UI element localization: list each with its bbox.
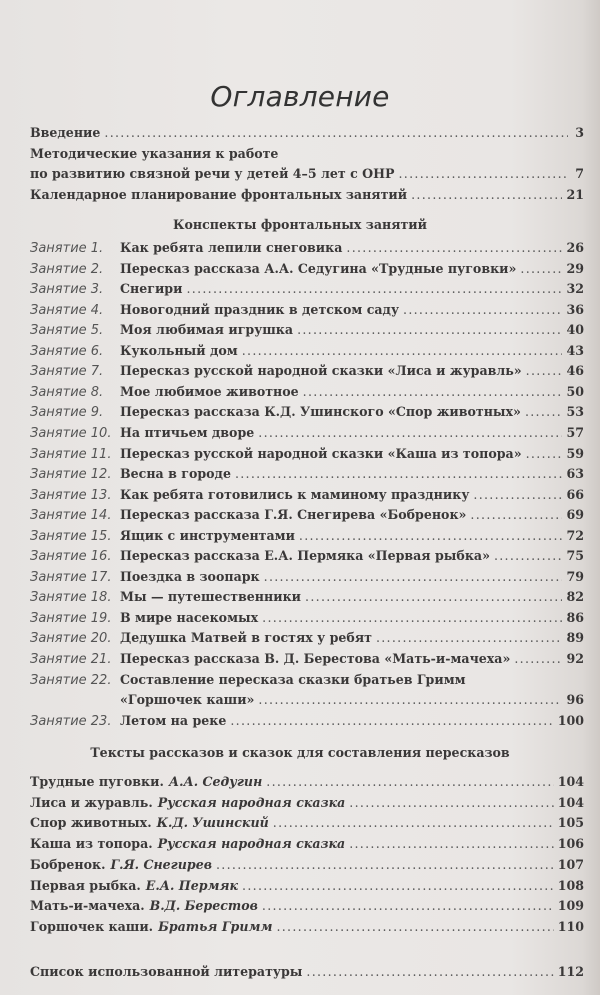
leader-dots [349,795,553,811]
text-author: Е.А. Пермяк [145,877,239,893]
leader-dots [230,713,553,729]
entry-label: Календарное планирование фронтальных занятий [30,187,408,202]
lesson-number: Занятие 12. [30,467,112,483]
lesson-title: Пересказ рассказа Е.А. Пермяка «Первая рыбка» [120,548,490,564]
lesson-number: Занятие 19. [30,610,112,626]
section-heading-texts: Тексты рассказов и сказок для составления пересказов [90,745,510,760]
lesson-page: 59 [566,445,584,461]
lesson-title: Мое любимое животное [120,383,299,399]
text-page: 106 [557,836,584,852]
leader-dots [494,548,563,564]
leader-dots [349,836,554,852]
entry-label: Методические указания к работе [30,146,279,161]
leader-dots [514,651,562,667]
entry-page: 3 [575,125,584,140]
lesson-entry [30,487,584,504]
lesson-title: Поездка в зоопарк [120,568,260,584]
text-entry [30,836,584,852]
lesson-page: 57 [566,424,584,440]
text-page: 110 [557,918,584,934]
lesson-page: 40 [566,322,584,338]
lesson-entry [30,651,584,668]
lesson-page: 92 [566,651,584,666]
text-entry [30,898,584,914]
leader-dots [411,187,562,203]
text-title: Каша из топора. [30,836,153,852]
leader-dots [520,261,562,277]
lesson-title: Новогодний праздник в детском саду [120,301,400,317]
lesson-page: 50 [566,383,584,399]
lesson-title: Моя любимая игрушка [120,322,294,338]
lesson-number: Занятие 17. [30,569,112,585]
lesson-title: Пересказ русской народной сказки «Лиса и журавль» [120,363,522,379]
lesson-title: Снегири [120,281,183,297]
entry-label: Введение [30,125,101,140]
lesson-entry [30,713,584,730]
text-title: Трудные пуговки. [30,774,164,789]
lesson-number: Занятие 5. [30,323,104,339]
lesson-number: Занятие 14. [30,508,112,524]
text-title: Горшочек каши. [30,918,154,934]
entry-label: Список использованной литературы [30,964,303,979]
text-entry [30,795,584,811]
lesson-page: 75 [566,548,584,564]
lesson-entry [30,672,584,689]
leader-dots [470,507,562,523]
lesson-entry [30,569,584,586]
leader-dots [525,404,563,420]
leader-dots [258,425,562,441]
lesson-title: Как ребята готовились к маминому празднику [120,486,470,502]
lesson-title: На птичьем дворе [120,424,255,440]
lesson-number: Занятие 4. [30,302,104,318]
lesson-number: Занятие 16. [30,549,112,565]
lesson-number: Занятие 1. [30,241,104,256]
leader-dots [305,589,562,605]
leader-dots [262,610,562,626]
leader-dots [104,125,568,141]
lesson-title: Летом на реке [120,712,227,728]
text-page: 108 [557,877,584,893]
leader-dots [242,343,563,359]
lesson-number: Занятие 13. [30,487,112,503]
lesson-title: В мире насекомых [120,609,259,625]
leader-dots [526,446,563,462]
lesson-entry [30,507,584,524]
lesson-entry [30,302,584,319]
lesson-entry [30,630,584,647]
leader-dots [273,815,554,831]
lesson-entry [30,692,584,708]
lesson-entry [30,261,584,278]
lesson-page: 32 [566,281,584,297]
lesson-number: Занятие 20. [30,631,112,647]
leader-dots [262,898,554,914]
lesson-title: Весна в городе [120,466,231,482]
text-author: К.Д. Ушинский [156,815,269,831]
lesson-entry [30,589,584,606]
text-author: Г.Я. Снегирев [110,856,212,872]
leader-dots [306,964,553,980]
text-page: 107 [557,856,584,872]
lesson-page: 29 [566,260,584,276]
text-entry [30,919,584,935]
lesson-number: Занятие 9. [30,405,104,421]
lesson-page: 53 [566,404,584,420]
lesson-page: 26 [566,240,584,255]
lesson-title: «Горшочек каши» [120,692,255,708]
toc-entry-method-line2 [30,166,584,182]
lesson-number: Занятие 23. [30,713,112,729]
entry-label: по развитию связной речи у детей 4–5 лет с ОНР [30,166,395,181]
lesson-number: Занятие 7. [30,364,104,380]
text-title: Мать-и-мачеха. [30,898,145,914]
text-title: Бобренок. [30,856,106,872]
text-author: Русская народная сказка [157,836,346,852]
lesson-title: Пересказ рассказа К.Д. Ушинского «Спор животных» [120,404,521,420]
lesson-page: 89 [566,630,584,646]
leader-dots [403,302,562,318]
leader-dots [266,774,553,790]
lesson-number: Занятие 8. [30,384,104,400]
lesson-entry [30,281,584,298]
lesson-page: 46 [566,363,584,379]
toc-entry-method-line1 [30,146,584,162]
lesson-number: Занятие 21. [30,652,112,667]
lesson-title: Составление пересказа сказки братьев Гримм [120,671,466,687]
lesson-entry [30,404,584,421]
lesson-entry [30,343,584,360]
text-author: Русская народная сказка [157,794,346,810]
toc-entry-bibliography [30,964,584,980]
text-entry [30,815,584,831]
leader-dots [376,630,563,646]
lesson-entry [30,548,584,565]
lesson-page: 36 [566,301,584,317]
lesson-page: 96 [566,692,584,708]
page-title: Оглавление [210,80,390,113]
text-author: В.Д. Берестов [149,898,258,914]
lesson-title: Мы — путешественники [120,589,302,605]
lesson-title: Пересказ рассказа А.А. Седугина «Трудные пуговки» [120,260,517,276]
text-page: 104 [557,794,584,810]
lesson-number: Занятие 6. [30,343,104,359]
leader-dots [235,466,563,482]
leader-dots [299,528,563,544]
lesson-page: 72 [566,527,584,543]
lesson-number: Занятие 3. [30,282,104,298]
lesson-page: 86 [566,609,584,625]
lesson-page: 100 [557,712,584,728]
text-title: Спор животных. [30,815,152,831]
text-author: Братья Гримм [158,918,273,934]
lesson-title: Как ребята лепили снеговика [120,240,343,255]
lesson-page: 43 [566,342,584,358]
leader-dots [473,487,562,503]
leader-dots [242,878,554,894]
lesson-title: Ящик с инструментами [120,527,295,543]
entry-page: 112 [557,964,584,979]
section-heading-lessons: Конспекты фронтальных занятий [173,217,427,232]
lesson-title: Пересказ русской народной сказки «Каша из топора» [120,445,522,461]
leader-dots [264,569,563,585]
text-title: Первая рыбка. [30,877,141,893]
lesson-title: Кукольный дом [120,342,238,358]
text-page: 104 [557,774,584,789]
lesson-entry [30,528,584,545]
text-author: А.А. Седугин [168,774,263,789]
leader-dots [303,384,563,400]
toc-entry-calendar [30,187,584,203]
lesson-entry [30,240,584,257]
lesson-number: Занятие 11. [30,446,112,462]
lesson-number: Занятие 22. [30,672,112,688]
toc-entry-introduction [30,125,584,141]
leader-dots [276,919,553,935]
leader-dots [346,240,562,256]
lesson-page: 66 [566,486,584,502]
text-page: 109 [557,898,584,914]
lesson-title: Пересказ рассказа В. Д. Берестова «Мать-и-мачеха» [120,651,511,666]
lesson-entry [30,363,584,380]
lesson-entry [30,322,584,339]
leader-dots [526,363,563,379]
lesson-entry [30,466,584,483]
entry-page: 7 [575,166,584,181]
entry-page: 21 [566,187,584,202]
lesson-entry [30,446,584,463]
text-title: Лиса и журавль. [30,794,153,810]
leader-dots [398,166,568,182]
lesson-number: Занятие 2. [30,261,104,277]
lesson-number: Занятие 10. [30,425,112,441]
lesson-entry [30,610,584,627]
lesson-entry [30,384,584,401]
text-entry [30,774,584,790]
leader-dots [297,322,562,338]
leader-dots [186,281,562,297]
text-entry [30,857,584,873]
lesson-number: Занятие 18. [30,590,112,606]
leader-dots [216,857,554,873]
text-entry [30,878,584,894]
lesson-title: Пересказ рассказа Г.Я. Снегирева «Бобренок» [120,507,467,523]
text-page: 105 [557,815,584,831]
lesson-page: 79 [566,568,584,584]
lesson-page: 63 [566,466,584,482]
lesson-title: Дедушка Матвей в гостях у ребят [120,630,372,646]
lesson-number: Занятие 15. [30,528,112,544]
leader-dots [258,692,562,708]
lesson-entry [30,425,584,442]
lesson-page: 69 [566,507,584,523]
lesson-page: 82 [566,589,584,605]
